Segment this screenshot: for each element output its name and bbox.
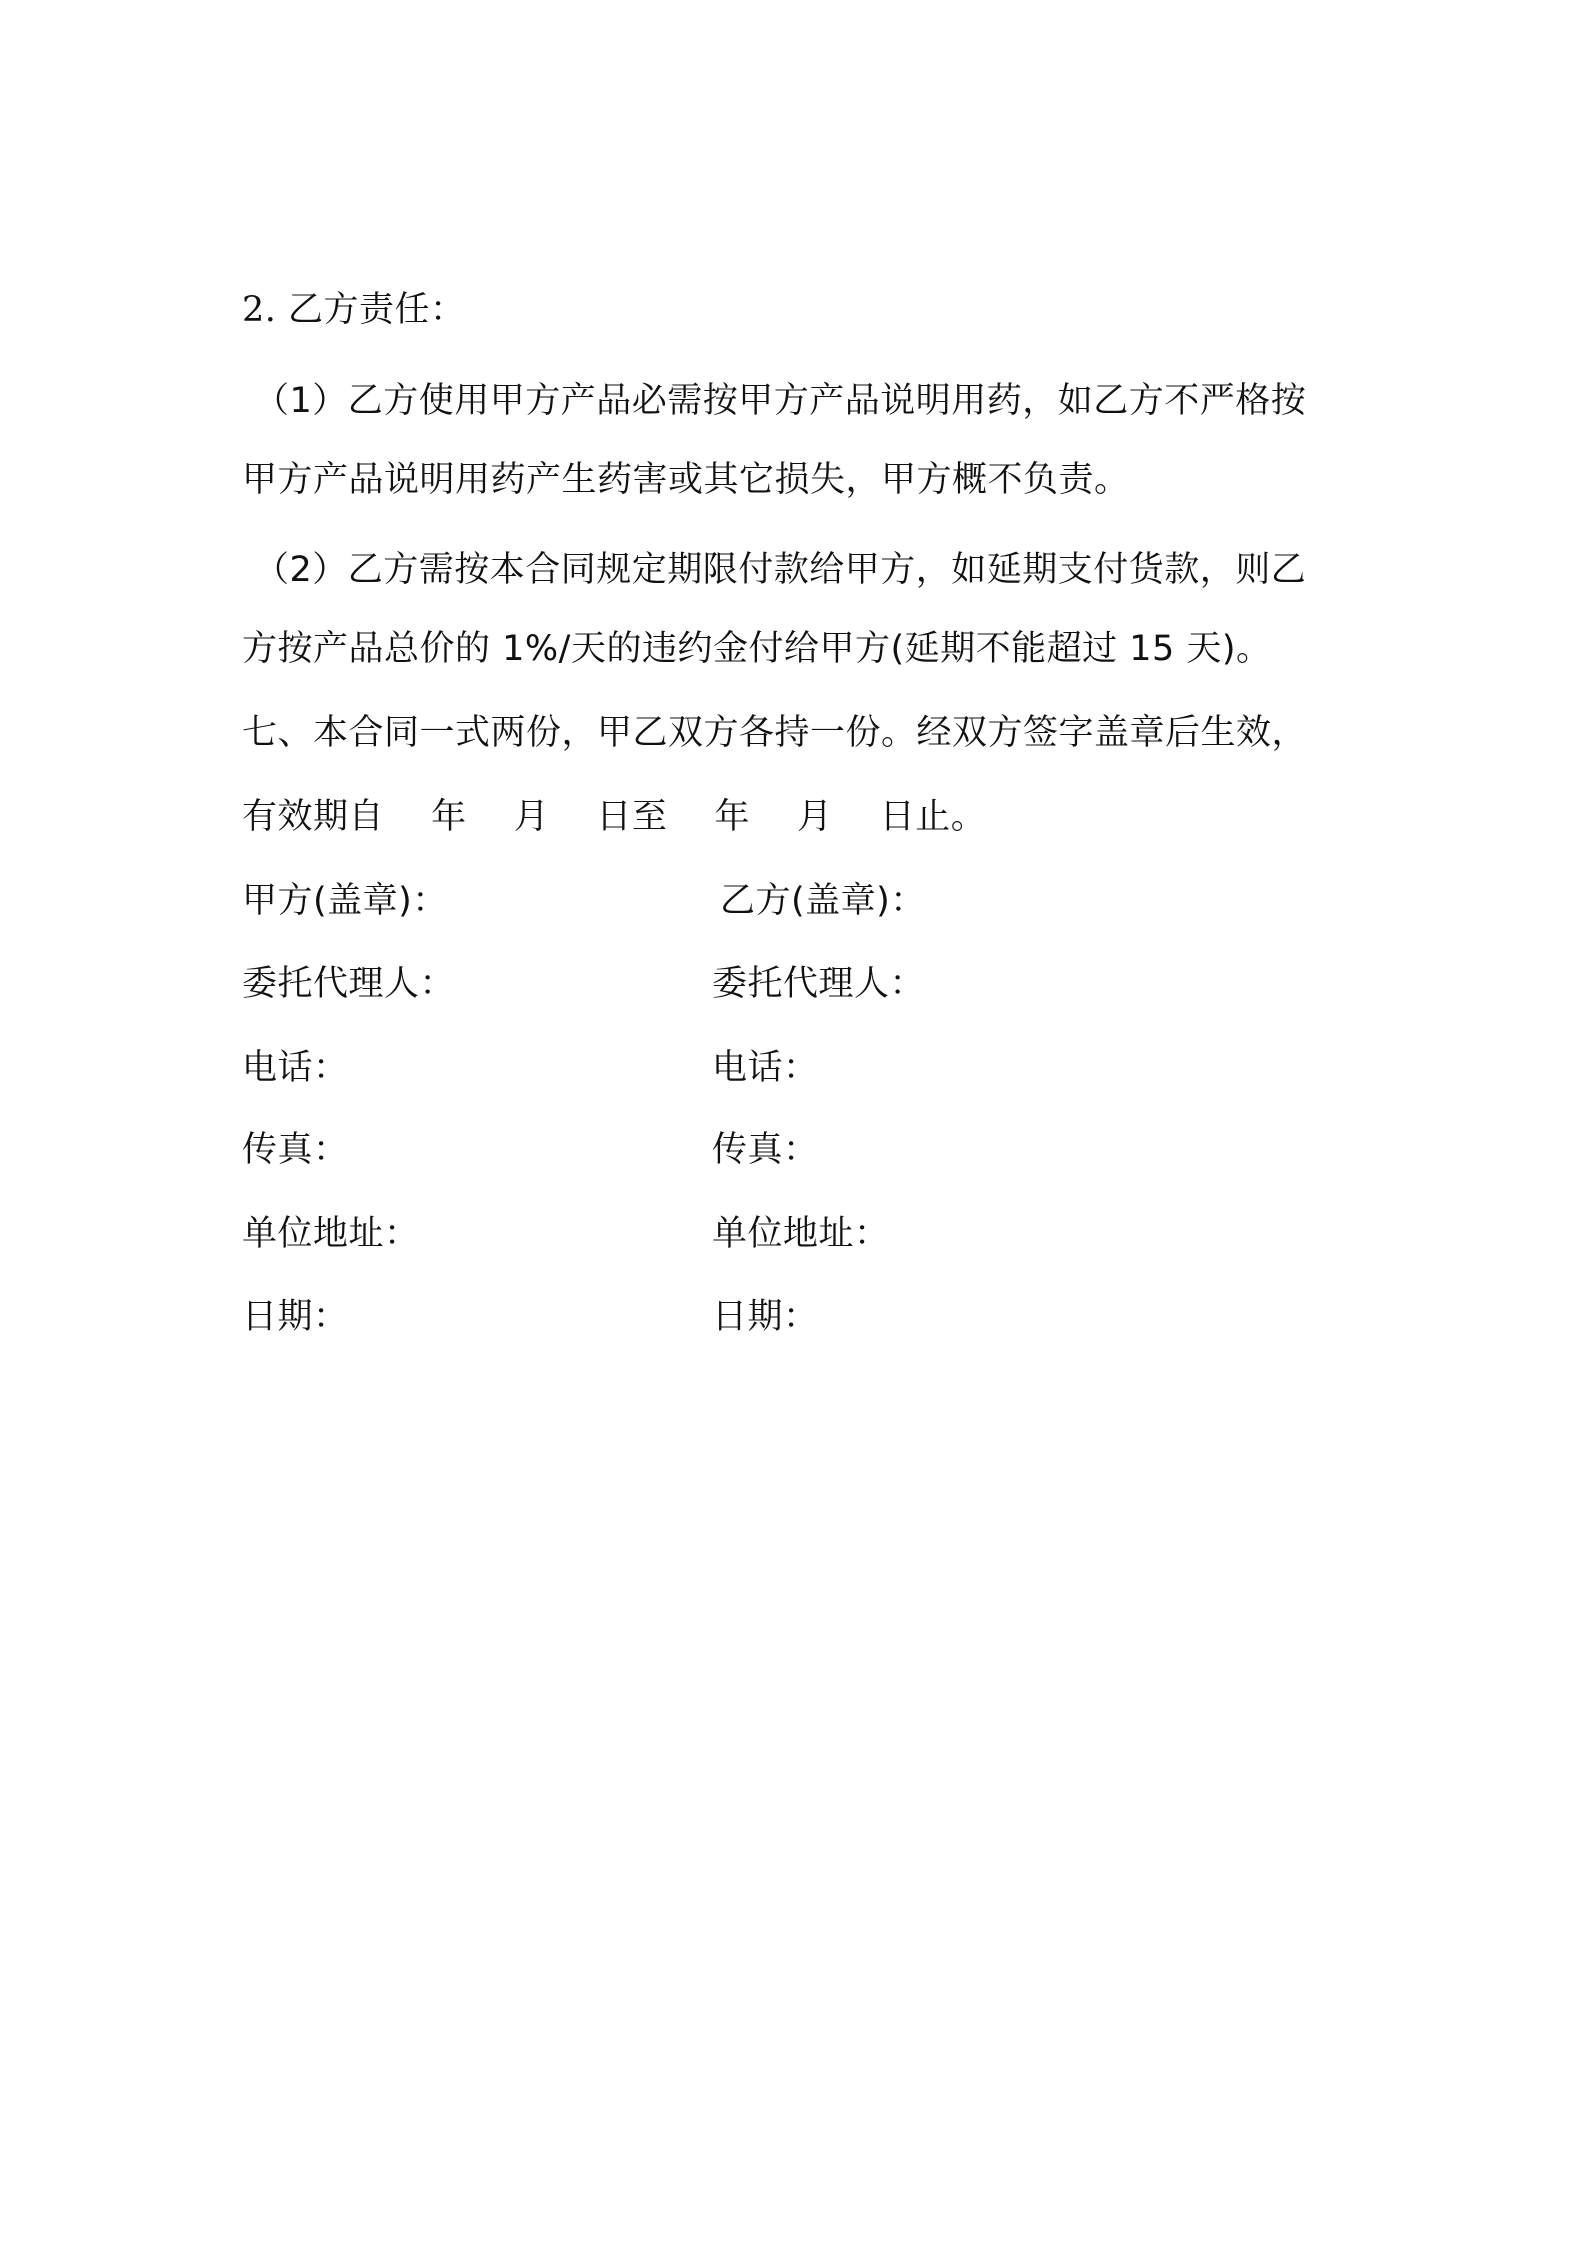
- item-2-line-1: （2）乙方需按本合同规定期限付款给甲方，如延期支付货款，则乙: [254, 550, 1307, 590]
- clause-7-line-2: 有效期自 年 月 日至 年 月 日止。: [242, 797, 987, 837]
- party-a-phone-label: 电话：: [242, 1048, 349, 1088]
- party-b-seal-label: 乙方(盖章)：: [720, 881, 926, 921]
- item-1-line-2: 甲方产品说明用药产生药害或其它损失，甲方概不负责。: [242, 460, 1130, 500]
- party-b-agent-label: 委托代理人：: [712, 964, 926, 1004]
- party-a-fax-label: 传真：: [242, 1130, 349, 1170]
- party-a-date-label: 日期：: [242, 1297, 349, 1337]
- party-b-address-label: 单位地址：: [712, 1214, 890, 1254]
- party-b-phone-label: 电话：: [712, 1048, 819, 1088]
- party-b-fax-label: 传真：: [712, 1130, 819, 1170]
- party-a-address-label: 单位地址：: [242, 1214, 420, 1254]
- item-1-line-1: （1）乙方使用甲方产品必需按甲方产品说明用药，如乙方不严格按: [254, 381, 1307, 421]
- party-a-agent-label: 委托代理人：: [242, 964, 456, 1004]
- party-a-seal-label: 甲方(盖章)：: [242, 881, 448, 921]
- clause-7-line-1: 七、本合同一式两份，甲乙双方各持一份。经双方签字盖章后生效，: [242, 713, 1308, 753]
- item-2-line-2: 方按产品总价的 1%/天的违约金付给甲方(延期不能超过 15 天)。: [242, 629, 1272, 669]
- party-b-date-label: 日期：: [712, 1297, 819, 1337]
- section-heading: 2. 乙方责任：: [242, 290, 466, 330]
